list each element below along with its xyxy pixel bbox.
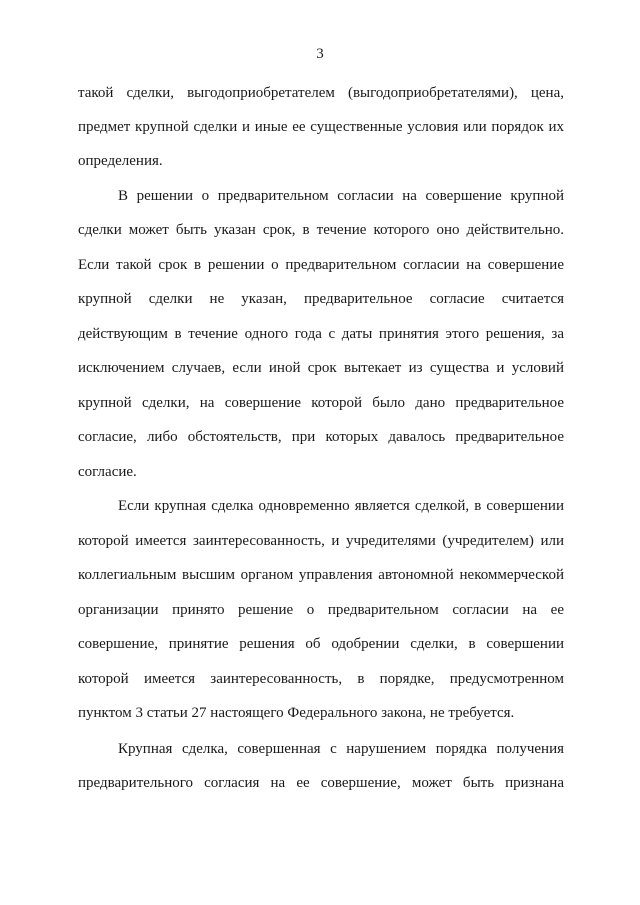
text-line: предварительного согласия на ее совершение, может быть признана [78, 775, 564, 791]
text-line: которой имеется заинтересованность, и учредителями (учредителем) или [78, 533, 564, 549]
text-line: Если крупная сделка одновременно является сделкой, в совершении [118, 498, 564, 514]
text-line: определения. [78, 153, 163, 169]
text-line: такой сделки, выгодоприобретателем (выгодоприобретателями), цена, [78, 85, 564, 101]
text-line: коллегиальным высшим органом управления автономной некоммерческой [78, 567, 564, 583]
text-line: Если такой срок в решении о предварительном согласии на совершение [78, 257, 564, 273]
page-number: 3 [316, 46, 324, 62]
text-line: которой имеется заинтересованность, в порядке, предусмотренном [78, 671, 564, 687]
text-line: Крупная сделка, совершенная с нарушением порядка получения [118, 741, 564, 757]
text-line: В решении о предварительном согласии на совершение крупной [118, 188, 564, 204]
text-line: организации принято решение о предварительном согласии на ее [78, 602, 564, 618]
text-line: сделки может быть указан срок, в течение которого оно действительно. [78, 222, 564, 238]
text-line: совершение, принятие решения об одобрении сделки, в совершении [78, 636, 564, 652]
text-line: крупной сделки, на совершение которой было дано предварительное [78, 395, 564, 411]
text-line: исключением случаев, если иной срок вытекает из существа и условий [78, 360, 564, 376]
text-line: согласие, либо обстоятельств, при которых давалось предварительное [78, 429, 564, 445]
text-line: действующим в течение одного года с даты принятия этого решения, за [78, 326, 564, 342]
text-line: предмет крупной сделки и иные ее существенные условия или порядок их [78, 119, 564, 135]
text-line: согласие. [78, 464, 137, 480]
text-line: крупной сделки не указан, предварительное согласие считается [78, 291, 564, 307]
text-line: пунктом 3 статьи 27 настоящего Федерального закона, не требуется. [78, 705, 515, 721]
